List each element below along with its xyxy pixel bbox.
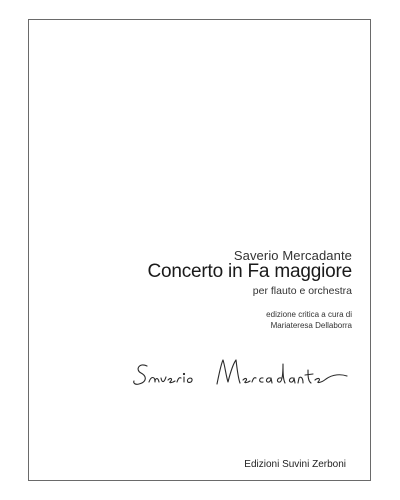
edition-label: edizione critica a cura di bbox=[266, 310, 352, 319]
work-title: Concerto in Fa maggiore bbox=[147, 261, 352, 282]
score-cover bbox=[28, 19, 371, 481]
work-subtitle: per flauto e orchestra bbox=[252, 285, 352, 297]
composer-name: Saverio Mercadante bbox=[233, 248, 352, 263]
composer-signature bbox=[133, 352, 357, 400]
editor-name: Mariateresa Dellaborra bbox=[270, 321, 352, 330]
publisher-name: Edizioni Suvini Zerboni bbox=[244, 459, 346, 470]
